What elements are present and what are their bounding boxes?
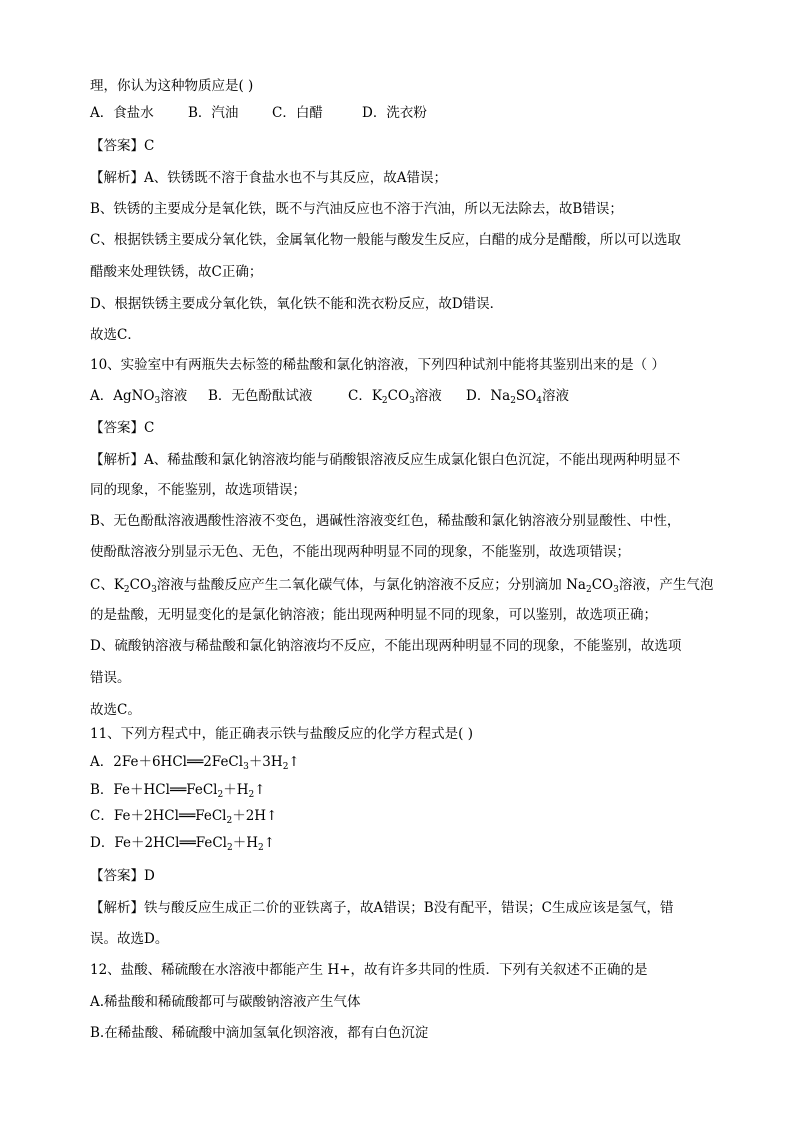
- q10-analysis-line: D、硫酸钠溶液与稀盐酸和氯化钠溶液均不反应，不能出现两种明显不同的现象，不能鉴别，故选项: [90, 638, 682, 654]
- q11-option-d: D．$Fe+2HCl══FeCl_2+H_2↑$: [90, 835, 276, 853]
- q10-option-b: B．无色酚酞试液: [208, 388, 313, 404]
- q10-analysis-line: 的是盐酸，无明显变化的是氯化钠溶液；能出现两种明显不同的现象，可以鉴别，故选项正确；: [90, 607, 657, 623]
- q9-option-c: C．白醋: [272, 105, 323, 121]
- q11-analysis-line: 【解析】铁与酸反应生成正二价的亚铁离子，故A错误；B没有配平，错误；C生成应该是氢气，错: [90, 900, 674, 916]
- q10-analysis-line: 使酚酞溶液分别显示无色、无色，不能出现两种明显不同的现象，不能鉴别，故选项错误；: [90, 544, 630, 560]
- q9-answer: 【答案】C: [90, 138, 155, 154]
- q10-answer: 【答案】C: [90, 420, 155, 436]
- q10-analysis-line: B、无色酚酞溶液遇酸性溶液不变色，遇碱性溶液变红色，稀盐酸和氯化钠溶液分别显酸性、中性，: [90, 513, 681, 529]
- q9-option-b: B．汽油: [188, 105, 239, 121]
- q9-conclusion: 故选C．: [90, 327, 141, 343]
- q9-analysis-line: C、根据铁锈主要成分氧化铁，金属氧化物一般能与酸发生反应，白醋的成分是醋酸，所以可以选取: [90, 232, 681, 248]
- q11-option-a: A．$2Fe+6HCl══2FeCl_3+3H_2↑$: [90, 754, 300, 772]
- q9-analysis-line: D、根据铁锈主要成分氧化铁，氧化铁不能和洗衣粉反应，故D错误．: [90, 296, 504, 312]
- q9-stem-tail: 理，你认为这种物质应是( ): [90, 78, 254, 94]
- q11-analysis-line: 误。故选D。: [90, 931, 169, 947]
- q11-stem: 11、下列方程式中，能正确表示铁与盐酸反应的化学方程式是( ): [90, 726, 474, 742]
- q9-option-d: D．洗衣粉: [362, 105, 427, 121]
- q10-stem: 10、实验室中有两瓶失去标签的稀盐酸和氯化钠溶液，下列四种试剂中能将其鉴别出来的是（ ）: [90, 357, 665, 373]
- q9-option-a: A．食盐水: [90, 105, 154, 121]
- q9-analysis-line: 【解析】A、铁锈既不溶于食盐水也不与其反应，故A错误；: [90, 170, 447, 186]
- q12-stem: 12、盐酸、稀硫酸在水溶液中都能产生 H+，故有许多共同的性质．下列有关叙述不正确的是: [90, 962, 648, 978]
- q10-analysis-line: 【解析】A、稀盐酸和氯化钠溶液均能与硝酸银溶液反应生成氯化银白色沉淀，不能出现两种明显不: [90, 452, 681, 468]
- q10-option-d: D．$Na_2SO_4$溶液: [466, 388, 569, 406]
- q10-analysis-line: 同的现象，不能鉴别，故选项错误；: [90, 482, 306, 498]
- q10-option-a: A．AgNO$_3$溶液: [90, 388, 188, 406]
- q9-analysis-line: 醋酸来处理铁锈，故C正确；: [90, 264, 263, 280]
- q9-analysis-line: B、铁锈的主要成分是氧化铁，既不与汽油反应也不溶于汽油，所以无法除去，故B错误；: [90, 201, 623, 217]
- q12-option-a: A.稀盐酸和稀硫酸都可与碳酸钠溶液产生气体: [90, 994, 361, 1010]
- q12-option-b: B.在稀盐酸、稀硫酸中滴加氢氧化钡溶液，都有白色沉淀: [90, 1025, 429, 1041]
- q11-option-c: C．Fe＋2HCl══FeCl$_2$＋2H↑: [90, 808, 278, 826]
- q11-option-b: B．$Fe+HCl══FeCl_2+H_2↑$: [90, 782, 266, 800]
- q10-conclusion: 故选C。: [90, 702, 141, 718]
- q10-analysis-line: C、$K_2CO_3$溶液与盐酸反应产生二氧化碳气体，与氯化钠溶液不反应；分别滴加 $Na_2CO_3$溶液，产生气泡: [90, 577, 714, 595]
- q11-answer: 【答案】D: [90, 868, 155, 884]
- q10-analysis-line: 错误。: [90, 670, 131, 686]
- q10-option-c: C．$K_2CO_3$溶液: [348, 388, 442, 406]
